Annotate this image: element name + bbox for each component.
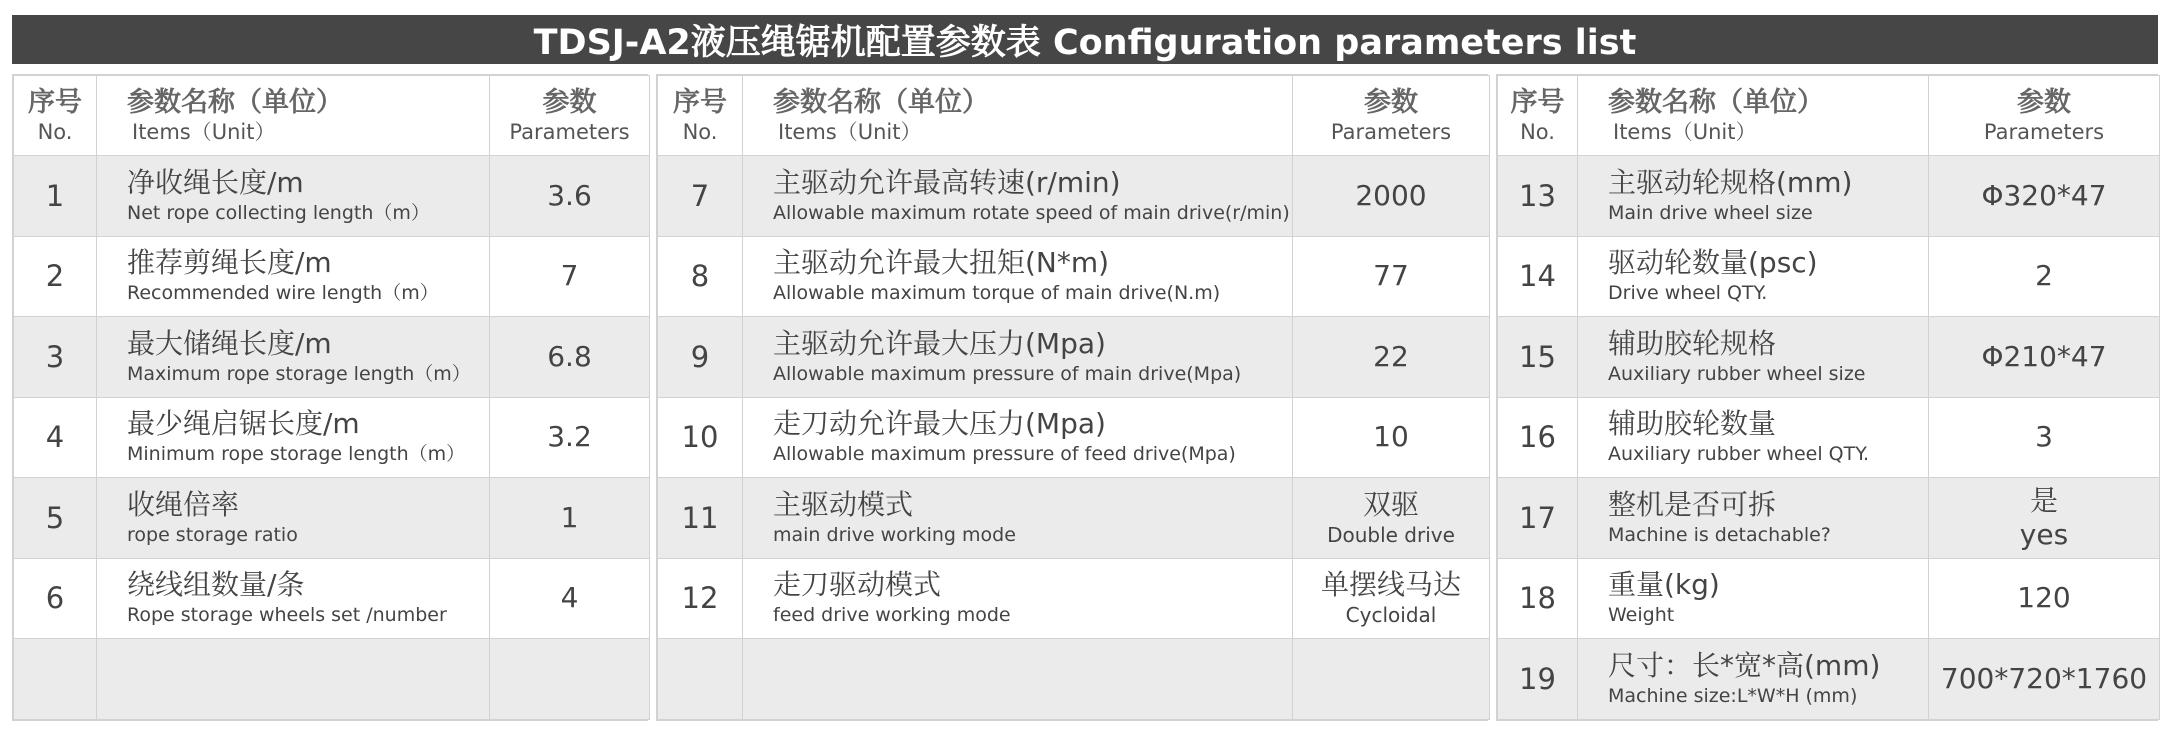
- row-number: 15: [1498, 317, 1578, 398]
- parameter-value: 700*720*1760: [1940, 661, 2148, 695]
- item-name-zh: 整机是否可拆: [1608, 487, 1777, 521]
- table-row: [14, 156, 650, 237]
- item-name-en: Machine size:L*W*H (mm): [1608, 684, 1858, 707]
- item-name-cell: [1578, 236, 1929, 317]
- row-number: 4: [14, 397, 97, 478]
- item-name-cell: [743, 478, 1293, 559]
- row-number: 18: [1498, 558, 1578, 639]
- parameter-cell: [1293, 397, 1490, 478]
- table-row: [658, 478, 1490, 559]
- item-name-en: Allowable maximum torque of main drive(N.m): [773, 282, 1221, 305]
- table-row: [14, 317, 650, 398]
- item-name-en: Maximum rope storage length（m）: [127, 362, 471, 385]
- item-name-en: rope storage ratio: [127, 523, 298, 546]
- row-number: 10: [658, 397, 743, 478]
- params-panel-3: [1496, 74, 2158, 721]
- item-name-cell: [743, 156, 1293, 237]
- item-name-cell: [1578, 156, 1929, 237]
- table-header-row: [658, 76, 1490, 156]
- item-name-cell: [1578, 478, 1929, 559]
- item-name-zh: 收绳倍率: [127, 487, 240, 521]
- table-row: [1498, 317, 2160, 398]
- parameter-cell: [1929, 317, 2160, 398]
- row-number: 11: [658, 478, 743, 559]
- parameter-value: 是: [2029, 483, 2058, 517]
- item-name-zh: 重量(kg): [1608, 568, 1720, 602]
- item-name-cell: [97, 236, 490, 317]
- header-items: 参数名称（单位） Items（Unit）: [1578, 76, 1929, 156]
- parameter-cell: [1293, 317, 1490, 398]
- parameter-value: 4: [560, 581, 579, 615]
- parameter-cell: [490, 397, 650, 478]
- parameter-value: 3.2: [547, 420, 592, 454]
- item-name-cell: [97, 478, 490, 559]
- header-parameters: 参数 Parameters: [1929, 76, 2160, 156]
- parameter-cell: [490, 317, 650, 398]
- item-name-en: Auxiliary rubber wheel QTY.: [1608, 443, 1870, 466]
- parameter-value: 77: [1373, 259, 1409, 293]
- item-name-zh: 推荐剪绳长度/m: [127, 246, 332, 280]
- parameter-value: Φ320*47: [1981, 178, 2107, 212]
- table-row: [14, 558, 650, 639]
- item-name-zh: 绕线组数量/条: [127, 568, 305, 602]
- item-name-en: Net rope collecting length（m）: [127, 201, 430, 224]
- item-name-en: Weight: [1608, 604, 1675, 627]
- item-name-zh: 主驱动轮规格(mm): [1608, 165, 1853, 199]
- table-row: [14, 236, 650, 317]
- item-name-en: Main drive wheel size: [1608, 201, 1813, 224]
- item-name-en: Allowable maximum pressure of main drive(Mpa): [773, 362, 1242, 385]
- parameter-value: 10: [1373, 420, 1409, 454]
- parameter-cell: [1929, 639, 2160, 720]
- item-name-cell: [97, 317, 490, 398]
- item-name-cell: [743, 639, 1293, 720]
- row-number: 9: [658, 317, 743, 398]
- row-number: 2: [14, 236, 97, 317]
- header-items: 参数名称（单位） Items（Unit）: [743, 76, 1293, 156]
- item-name-zh: 辅助胶轮数量: [1608, 407, 1777, 441]
- parameter-cell: [490, 639, 650, 720]
- item-name-en: Minimum rope storage length（m）: [127, 443, 466, 466]
- item-name-cell: [743, 397, 1293, 478]
- parameter-value: 6.8: [547, 339, 592, 373]
- parameter-cell: [1929, 478, 2160, 559]
- item-name-cell: [1578, 317, 1929, 398]
- page-title: TDSJ-A2液压绳锯机配置参数表 Configuration parameters list: [12, 15, 2158, 64]
- table-row: [658, 558, 1490, 639]
- table-row: [1498, 156, 2160, 237]
- item-name-en: Rope storage wheels set /number: [127, 604, 447, 627]
- parameter-cell: [490, 236, 650, 317]
- parameter-value: 2: [2035, 259, 2053, 293]
- params-table-2: [657, 75, 1490, 720]
- row-number: 7: [658, 156, 743, 237]
- item-name-cell: [97, 156, 490, 237]
- item-name-zh: 最少绳启锯长度/m: [127, 407, 360, 441]
- item-name-zh: 主驱动允许最高转速(r/min): [773, 165, 1121, 199]
- row-number: 8: [658, 236, 743, 317]
- row-number: [14, 639, 97, 720]
- parameter-value: 1: [560, 500, 579, 534]
- parameter-cell: [1929, 558, 2160, 639]
- params-panel-2: [656, 74, 1488, 721]
- table-row: [14, 397, 650, 478]
- item-name-en: Allowable maximum pressure of feed drive(Mpa): [773, 443, 1236, 466]
- item-name-zh: 最大储绳长度/m: [127, 326, 332, 360]
- item-name-zh: 主驱动允许最大压力(Mpa): [773, 326, 1106, 360]
- table-row: [1498, 236, 2160, 317]
- item-name-cell: [1578, 558, 1929, 639]
- table-row: [1498, 478, 2160, 559]
- parameter-value: 双驱: [1362, 487, 1419, 521]
- parameter-cell: [490, 478, 650, 559]
- parameter-value: 22: [1373, 339, 1409, 373]
- row-number: 19: [1498, 639, 1578, 720]
- item-name-zh: 驱动轮数量(psc): [1608, 246, 1818, 280]
- table-row: [658, 397, 1490, 478]
- item-name-en: Drive wheel QTY.: [1608, 282, 1768, 305]
- params-table-3: [1497, 75, 2160, 720]
- header-parameters: 参数 Parameters: [490, 76, 650, 156]
- row-number: 1: [14, 156, 97, 237]
- table-header-row: [1498, 76, 2160, 156]
- parameter-value: 7: [560, 259, 579, 293]
- item-name-en: Machine is detachable?: [1608, 523, 1831, 546]
- item-name-zh: 主驱动模式: [773, 487, 914, 521]
- table-row: [1498, 639, 2160, 720]
- parameter-cell: [1293, 236, 1490, 317]
- item-name-en: Recommended wire length（m）: [127, 282, 439, 305]
- parameter-cell: [1929, 156, 2160, 237]
- table-row: [658, 156, 1490, 237]
- item-name-cell: [1578, 639, 1929, 720]
- row-number: 6: [14, 558, 97, 639]
- parameter-value-en: yes: [2019, 517, 2069, 551]
- header-parameters: 参数 Parameters: [1293, 76, 1490, 156]
- item-name-cell: [743, 317, 1293, 398]
- header-no: 序号 No.: [1498, 76, 1578, 156]
- item-name-cell: [97, 558, 490, 639]
- table-header-row: [14, 76, 650, 156]
- parameter-value: Φ210*47: [1981, 339, 2107, 373]
- item-name-en: Allowable maximum rotate speed of main drive(r/min): [773, 201, 1290, 224]
- table-row: [1498, 397, 2160, 478]
- item-name-cell: [97, 397, 490, 478]
- table-row: [658, 639, 1490, 720]
- row-number: 14: [1498, 236, 1578, 317]
- row-number: 5: [14, 478, 97, 559]
- parameter-cell: [1293, 639, 1490, 720]
- table-row: [1498, 558, 2160, 639]
- item-name-zh: 走刀驱动模式: [773, 568, 942, 602]
- header-no: 序号 No.: [14, 76, 97, 156]
- row-number: 17: [1498, 478, 1578, 559]
- item-name-en: feed drive working mode: [773, 604, 1011, 627]
- parameter-value: 3: [2035, 420, 2053, 454]
- item-name-zh: 主驱动允许最大扭矩(N*m): [773, 246, 1110, 280]
- parameter-cell: [1929, 397, 2160, 478]
- header-no: 序号 No.: [658, 76, 743, 156]
- table-row: [14, 639, 650, 720]
- item-name-cell: [743, 236, 1293, 317]
- item-name-zh: 净收绳长度/m: [127, 165, 304, 199]
- row-number: 3: [14, 317, 97, 398]
- parameter-value: 3.6: [547, 178, 592, 212]
- parameter-cell: [1293, 558, 1490, 639]
- row-number: 12: [658, 558, 743, 639]
- item-name-cell: [97, 639, 490, 720]
- table-row: [658, 236, 1490, 317]
- row-number: 16: [1498, 397, 1578, 478]
- parameter-cell: [1929, 236, 2160, 317]
- parameter-cell: [490, 558, 650, 639]
- item-name-cell: [1578, 397, 1929, 478]
- parameter-value: 2000: [1355, 178, 1427, 212]
- item-name-zh: 辅助胶轮规格: [1608, 326, 1777, 360]
- parameter-cell: [1293, 478, 1490, 559]
- item-name-en: Auxiliary rubber wheel size: [1608, 362, 1866, 385]
- parameter-value-en: Cycloidal: [1345, 603, 1437, 628]
- item-name-en: main drive working mode: [773, 523, 1016, 546]
- row-number: [658, 639, 743, 720]
- parameter-cell: [490, 156, 650, 237]
- table-row: [14, 478, 650, 559]
- parameter-value: 单摆线马达: [1320, 568, 1461, 602]
- parameter-cell: [1293, 156, 1490, 237]
- params-panel-1: [12, 74, 648, 721]
- table-row: [658, 317, 1490, 398]
- parameter-value: 120: [2017, 581, 2071, 615]
- params-table-1: [13, 75, 650, 720]
- row-number: 13: [1498, 156, 1578, 237]
- parameter-value-en: Double drive: [1327, 522, 1455, 547]
- header-items: 参数名称（单位） Items（Unit）: [97, 76, 490, 156]
- item-name-zh: 尺寸：长*宽*高(mm): [1608, 648, 1881, 682]
- item-name-cell: [743, 558, 1293, 639]
- item-name-zh: 走刀动允许最大压力(Mpa): [773, 407, 1106, 441]
